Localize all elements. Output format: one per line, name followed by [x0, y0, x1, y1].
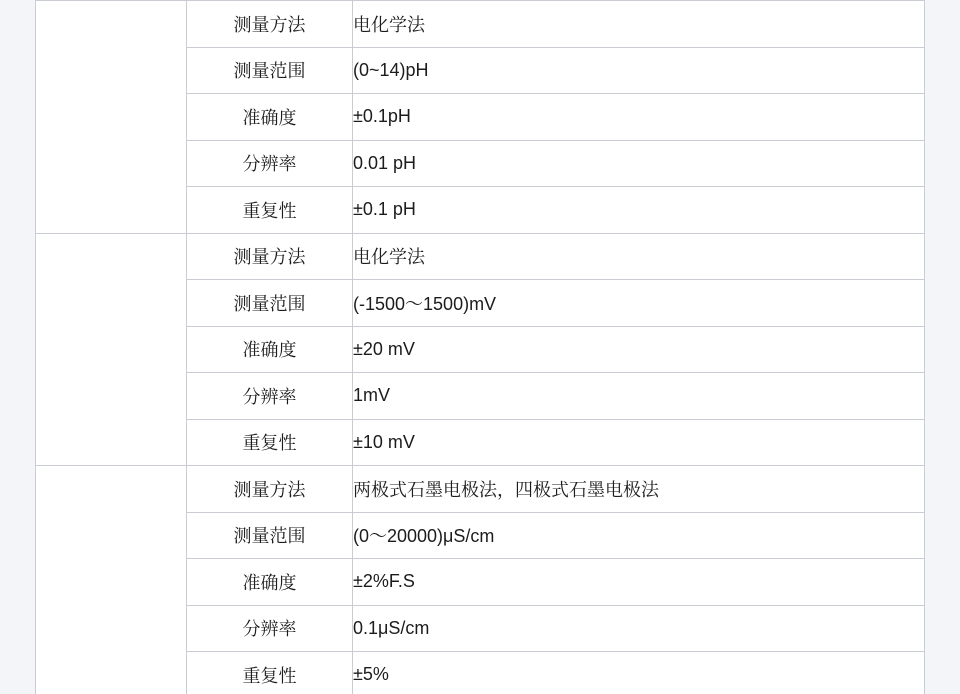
spec-label-cell: 分辨率	[187, 140, 353, 187]
spec-value-cell: ±0.1 pH	[353, 187, 925, 234]
spec-label-cell: 测量方法	[187, 466, 353, 513]
spec-value-cell: ±0.1pH	[353, 94, 925, 141]
spec-label-cell: 重复性	[187, 419, 353, 466]
spec-label-cell: 准确度	[187, 94, 353, 141]
group-label-cell: ORP	[36, 233, 187, 466]
table-body	[36, 1, 925, 694]
spec-label-cell: 测量范围	[187, 47, 353, 94]
group-label-cell: 温度	[36, 1, 187, 234]
table-row	[36, 1, 925, 48]
spec-value-cell: ±20 mV	[353, 326, 925, 373]
spec-label-cell: 分辨率	[187, 373, 353, 420]
spec-label-cell: 测量方法	[187, 233, 353, 280]
spec-value-cell: (0~14)pH	[353, 47, 925, 94]
spec-label-cell: 测量方法	[187, 1, 353, 48]
spec-label-cell: 重复性	[187, 652, 353, 694]
spec-value-cell: ±5%	[353, 652, 925, 694]
spec-label-cell: 测量范围	[187, 280, 353, 327]
spec-label-cell: 重复性	[187, 187, 353, 234]
spec-value-cell: 电化学法	[353, 1, 925, 48]
spec-label-cell: 分辨率	[187, 605, 353, 652]
spec-label-cell: 准确度	[187, 326, 353, 373]
spec-value-cell: (0～20000)μS/cm	[353, 512, 925, 559]
spec-label-cell: 测量范围	[187, 512, 353, 559]
spec-value-cell: 1mV	[353, 373, 925, 420]
specifications-table	[35, 0, 925, 694]
group-label-cell: 电导率	[36, 466, 187, 694]
spec-value-cell: (-1500～1500)mV	[353, 280, 925, 327]
spec-value-cell: ±2%F.S	[353, 559, 925, 606]
spec-value-cell: ±10 mV	[353, 419, 925, 466]
table-row	[36, 233, 925, 280]
spec-label-cell: 准确度	[187, 559, 353, 606]
spec-value-cell: 电化学法	[353, 233, 925, 280]
spec-value-cell: 0.01 pH	[353, 140, 925, 187]
table-row	[36, 466, 925, 513]
spec-value-cell: 两极式石墨电极法，四极式石墨电极法	[353, 466, 925, 513]
spec-value-cell: 0.1μS/cm	[353, 605, 925, 652]
